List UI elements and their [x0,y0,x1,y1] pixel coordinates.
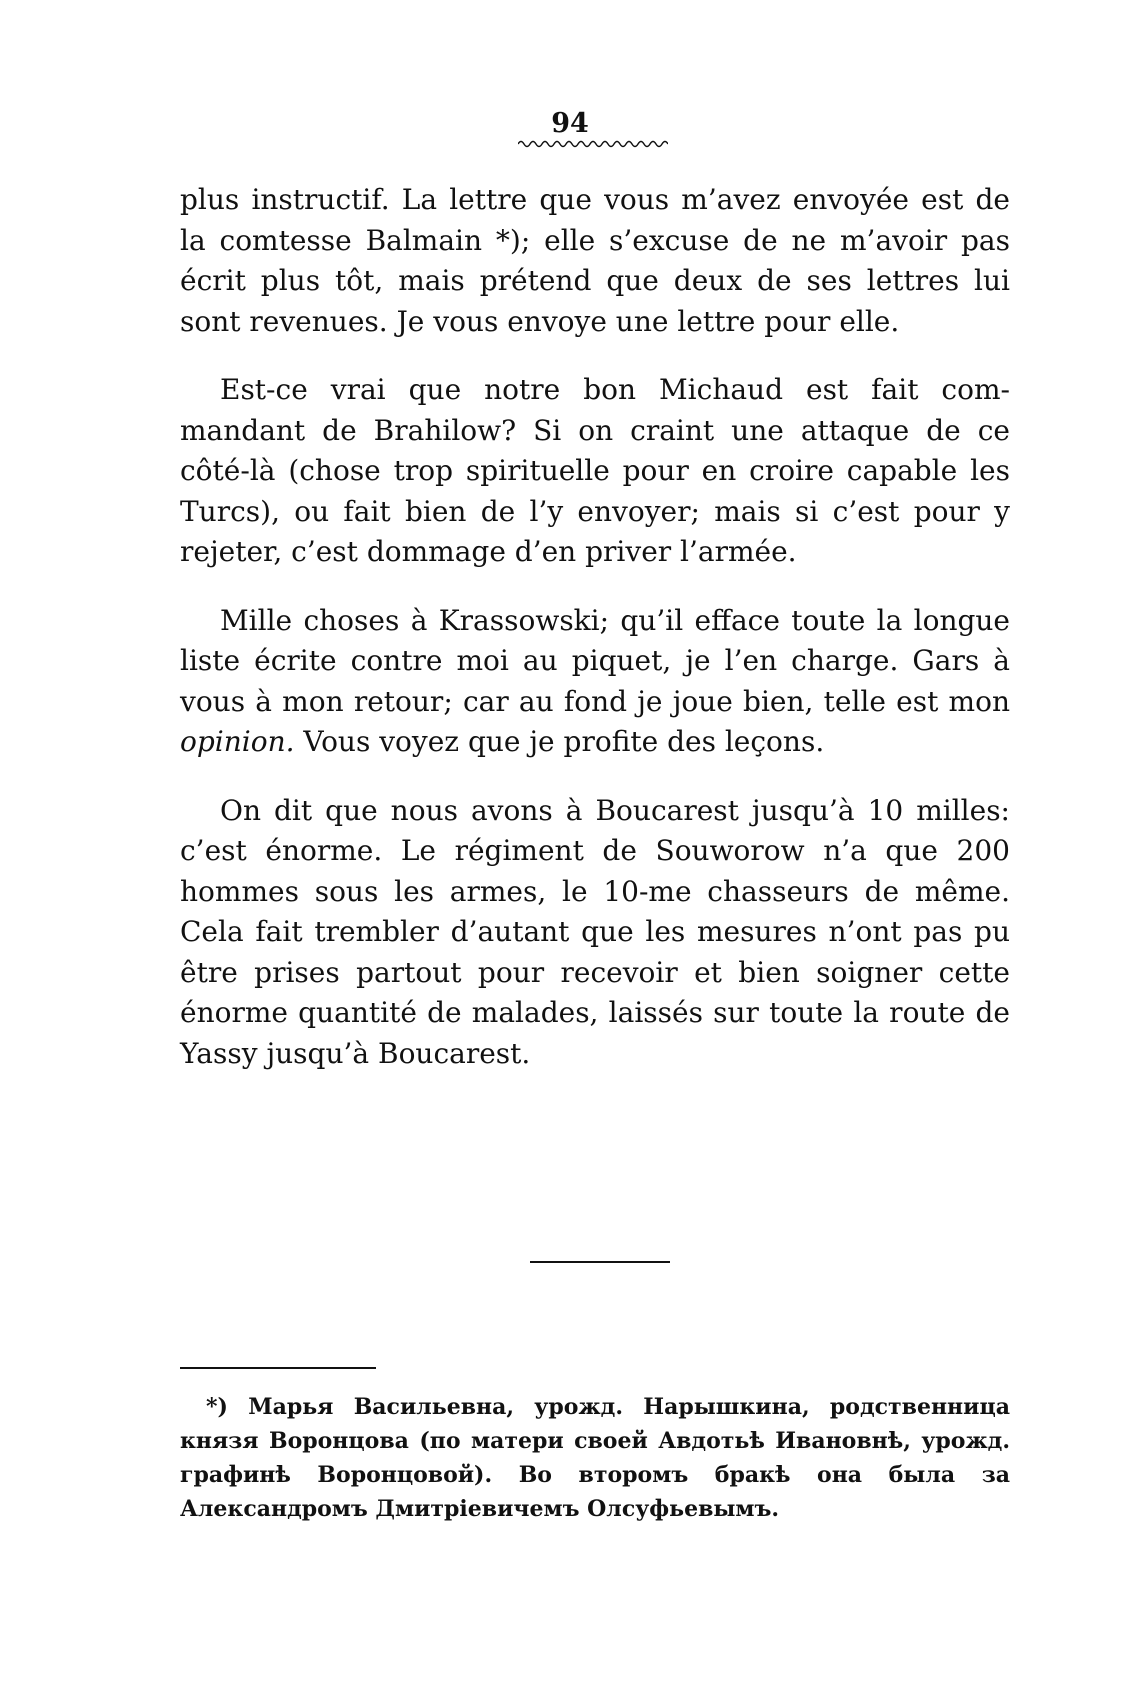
main-text [180,180,1010,1074]
footnote: *) Марья Васильевна, урожд. Нарышкина, родственница князя Воронцова (по матери своей Авдотьѣ Ивановнѣ, урожд. графинѣ Воронцовой). Во второмъ бракѣ она была за Александромъ Дмитріевичемъ Олсуфьевымъ. [180,1394,1010,1522]
section-divider [530,1261,670,1263]
footnote-divider [180,1367,376,1369]
paragraph-3-italic-word: opinion. [180,725,295,758]
page-number: 94 [551,108,589,139]
wavy-ornament-rule [518,139,668,149]
paragraph-3 [180,601,1010,763]
paragraph-3-text-after: Vous voyez que je profite des leçons. [294,725,825,758]
paragraph-3-text-before: Mille choses à Krassowski; qu’il efface toute la longue liste écrite contre moi au piquet, je l’en charge. Gars à vous à mon retour; car au fond je joue bien, telle est mon [180,603,1010,718]
paragraph-4: On dit que nous avons à Boucarest jusqu’à 10 milles: c’est énorme. Le régiment de Souworow n’a que 200 hommes sous les armes, le 10-me chasseurs de même. Cela fait trembler d’autant que les mesures n’ont pas pu être prises partout pour recevoir et bien soigner cette énorme quantité de malades, laissés sur toute la route de Yassy jusqu’à Boucarest. [180,793,1010,1070]
paragraph-2: Est-ce vrai que notre bon Michaud est fait commandant de Brahilow? Si on craint une attaque de ce côté-là (chose trop spirituelle pour en croire capable les Turcs), ou fait bien de l’y envoyer; mais si c’est pour y rejeter, c’est dommage d’en priver l’armée. [180,373,1010,568]
paragraph-1: plus instructif. La lettre que vous m’avez envoyée est de la comtesse Balmain *); elle s’excuse de ne m’avoir pas écrit plus tôt, mais prétend que deux de ses lettres lui sont revenues. Je vous envoye une lettre pour elle. [180,183,1010,338]
